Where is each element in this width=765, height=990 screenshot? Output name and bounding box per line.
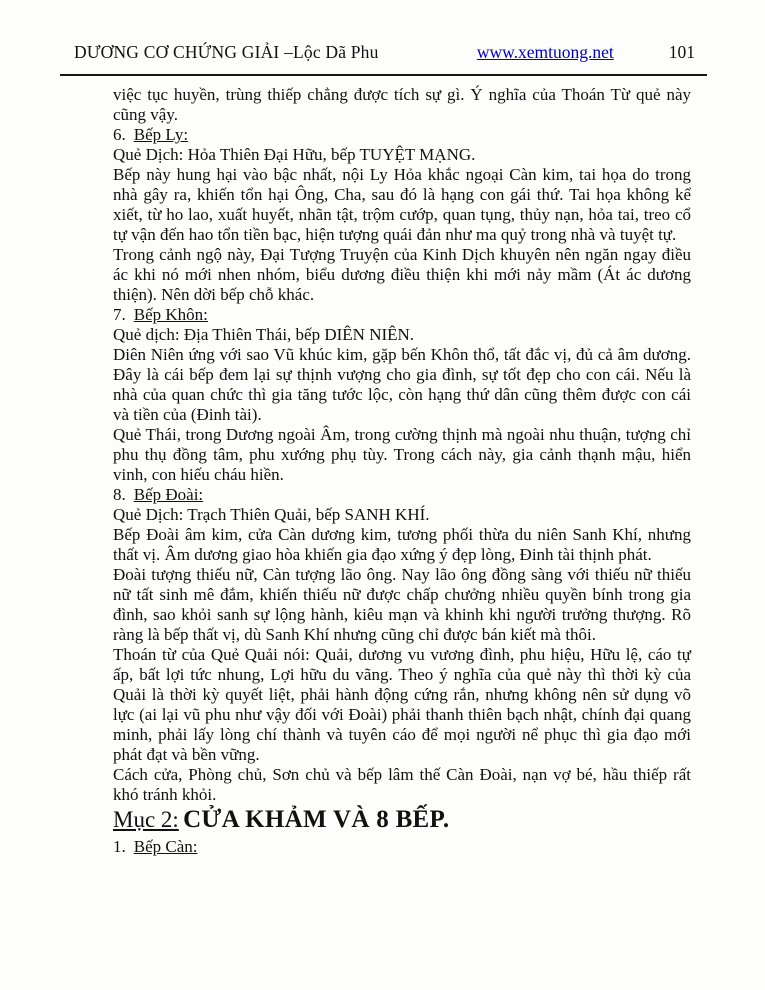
item-label: Bếp Càn: [133,837,198,856]
numbered-item [113,125,691,145]
page-number: 101 [668,42,695,62]
paragraph: Trong cảnh ngộ này, Đại Tượng Truyện của Kinh Dịch khuyên nên ngăn ngay điều ác khi nó mới nhen nhóm, biểu dương điều thiện khi mới nảy mầm (Át ác dương thiện). Nên dời bếp chỗ khác. [113,245,691,304]
section-prefix: Mục 2: [113,807,179,832]
header-divider [60,74,707,76]
numbered-item [113,305,691,325]
website-link[interactable]: www.xemtuong.net [476,42,614,62]
paragraph: Quẻ dịch: Địa Thiên Thái, bếp DIÊN NIÊN. [113,325,415,344]
item-number: 7. [113,305,126,324]
item-label: Bếp Đoài: [133,485,204,504]
section-title: CỬA KHẢM VÀ 8 BẾP. [183,806,450,833]
paragraph: Bếp này hung hại vào bậc nhất, nội Ly Hỏa khắc ngoại Càn kim, tai họa do trong nhà gây ra, khiến tổn hại Ông, Cha, sau đó là hạng con gái thứ. Tai họa không kể xiết, từ ho lao, xuất huyết, nhãn tật, trộm cướp, quan tụng, thủy nạn, hỏa tai, treo cổ tự vận đến hao tổn tiền bạc, hiện tượng quái đản như ma quỷ trong nhà và tuyệt tự. [113,165,691,244]
item-number: 1. [113,837,126,856]
numbered-item [113,837,691,857]
paragraph: Quẻ Thái, trong Dương ngoài Âm, trong cường thịnh mà ngoài nhu thuận, tượng chỉ phu thụ đồng tâm, phu xướng phụ tùy. Trong cách này, gia cảnh thạnh mậu, hiển vinh, con hiếu cháu hiền. [113,425,691,484]
paragraph: Quẻ Dịch: Hỏa Thiên Đại Hữu, bếp TUYỆT MẠNG. [113,145,476,164]
item-number: 6. [113,125,126,144]
item-label: Bếp Ly: [133,125,189,144]
item-number: 8. [113,485,126,504]
numbered-item [113,485,691,505]
paragraph: Cách cửa, Phòng chủ, Sơn chủ và bếp lâm thế Càn Đoài, nạn vợ bé, hầu thiếp rất khó tránh khỏi. [113,765,691,804]
item-label: Bếp Khôn: [133,305,208,324]
paragraph: việc tục huyền, trùng thiếp chẳng được tích sự gì. Ý nghĩa của Thoán Từ quẻ này cũng vậy. [113,85,691,124]
paragraph: Diên Niên ứng với sao Vũ khúc kim, gặp bến Khôn thổ, tất đắc vị, đủ cả âm dương. Đây là cái bếp đem lại sự thịnh vượng cho gia đình, sự tốt đẹp cho con cái. Nếu là nhà của quan chức thì gia tăng tước lộc, còn hạng thứ dân cũng thêm được con cái và tiền của (Đinh tài). [113,345,691,424]
document-title: DƯƠNG CƠ CHỨNG GIẢI –Lộc Dã Phu [74,42,379,62]
paragraph: Bếp Đoài âm kim, cửa Càn dương kim, tương phối thừa du niên Sanh Khí, nhưng thất vị. Âm dương giao hòa khiến gia đạo xứng ý đẹp lòng, Đinh tài thịnh phát. [113,525,691,564]
section-heading [113,805,691,837]
paragraph: Đoài tượng thiếu nữ, Càn tượng lão ông. Nay lão ông đồng sàng với thiếu nữ thiếu nữ tất sinh mê đắm, khiến thiếu nữ được chấp chưởng nhiều quyền bính trong gia đình, sao khỏi sanh sự lộng hành, kiêu mạn và khinh khi người trưởng thượng. Rõ ràng là bếp thất vị, dù Sanh Khí nhưng cũng chỉ được bán kiết mà thôi. [113,565,691,644]
page-header [74,42,695,63]
document-body [113,85,691,857]
paragraph: Thoán từ của Quẻ Quải nói: Quải, dương vu vương đình, phu hiệu, Hữu lệ, cáo tự ấp, bất lợi tức nhung, Lợi hữu du vãng. Theo ý nghĩa của quẻ này thì thời kỳ của Quải là thời kỳ quyết liệt, phải hành động cứng rắn, nhưng không nên sử dụng võ lực (ai lại vũ phu như vậy đối với Đoài) phải thanh thiên bạch nhật, chính đại quang minh, phải lấy lòng chí thành và tuyên cáo để mọi người nể phục thì gia đạo mới phát đạt và bền vững. [113,645,691,764]
paragraph: Quẻ Dịch: Trạch Thiên Quải, bếp SANH KHÍ. [113,505,430,524]
